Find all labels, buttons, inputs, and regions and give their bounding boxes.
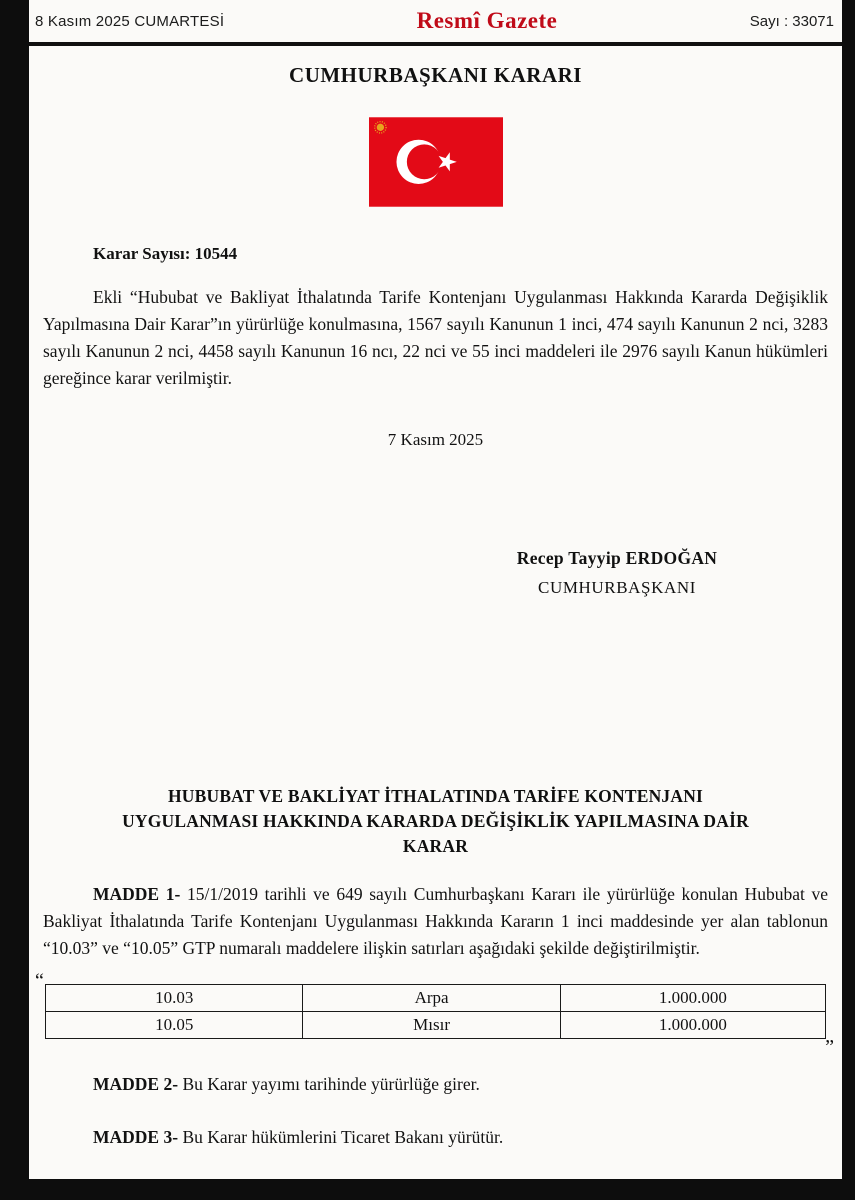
table-row	[46, 985, 826, 1012]
article-2-text: Bu Karar yayımı tarihinde yürürlüğe girer.	[182, 1074, 480, 1094]
article-3-label: MADDE 3-	[93, 1127, 179, 1147]
page-content	[29, 0, 842, 1179]
annex-title-line-2: UYGULANMASI HAKKINDA KARARDA DEĞİŞİKLİK YAPILMASINA DAİR	[122, 811, 749, 831]
amended-rows-table-wrap	[35, 970, 834, 1058]
cell-quota: 1.000.000	[560, 985, 825, 1012]
article-3	[43, 1124, 828, 1151]
signature-name: Recep Tayyip ERDOĞAN	[516, 548, 718, 568]
gazette-date: 8 Kasım 2025 CUMARTESİ	[35, 12, 225, 30]
scan-edge-right	[842, 0, 855, 1200]
annex-decision-title	[29, 784, 842, 859]
cell-product: Mısır	[303, 1012, 560, 1039]
tariff-quota-table	[45, 984, 826, 1039]
article-1	[43, 881, 828, 962]
table-row	[46, 1012, 826, 1039]
cell-gtp: 10.05	[46, 1012, 303, 1039]
turkish-flag-icon	[369, 117, 503, 207]
flag-container	[29, 117, 842, 207]
annex-title-line-3: KARAR	[402, 836, 469, 856]
scan-edge-bottom	[0, 1179, 855, 1200]
article-2	[43, 1071, 828, 1098]
article-2-label: MADDE 2-	[93, 1074, 179, 1094]
gazette-issue-number: Sayı : 33071	[749, 12, 834, 30]
gazette-title: Resmî Gazete	[416, 8, 558, 33]
cell-product: Arpa	[303, 985, 560, 1012]
decree-date: 7 Kasım 2025	[387, 430, 484, 449]
table-open-quote: “	[35, 970, 44, 992]
signature-block	[462, 548, 772, 598]
article-1-label: MADDE 1-	[93, 884, 181, 904]
annex-title-line-1: HUBUBAT VE BAKLİYAT İTHALATINDA TARİFE KONTENJANI	[167, 786, 704, 806]
decree-heading: CUMHURBAŞKANI KARARI	[289, 63, 582, 87]
table-close-quote: ”	[825, 1036, 834, 1058]
article-1-text: 15/1/2019 tarihli ve 649 sayılı Cumhurbaşkanı Kararı ile yürürlüğe konulan Hububat ve Bakliyat İthalatında Tarife Kontenjanı Uygulanması Hakkında Kararın 1 inci maddesinde yer alan tablonun “10.03” ve “10.05” GTP numaralı maddelere ilişkin satırları aşağıdaki şekilde değiştirilmiştir.	[43, 884, 829, 958]
cell-quota: 1.000.000	[560, 1012, 825, 1039]
signature-title: CUMHURBAŞKANI	[538, 578, 696, 597]
scan-edge-left	[0, 0, 29, 1200]
gazette-header	[29, 0, 842, 46]
decree-body-paragraph: Ekli “Hububat ve Bakliyat İthalatında Tarife Kontenjanı Uygulanması Hakkında Kararda Değişiklik Yapılmasına Dair Karar”ın yürürlüğe konulmasına, 1567 sayılı Kanunun 1 inci, 474 sayılı Kanunun 2 nci, 3283 sayılı Kanunun 2 nci, 4458 sayılı Kanunun 16 ncı, 22 nci ve 55 inci maddeleri ile 2976 sayılı Kanun hükümleri gereğince karar verilmiştir.	[43, 287, 828, 388]
article-3-text: Bu Karar hükümlerini Ticaret Bakanı yürütür.	[182, 1127, 504, 1147]
cell-gtp: 10.03	[46, 985, 303, 1012]
decree-number: Karar Sayısı: 10544	[93, 244, 238, 263]
